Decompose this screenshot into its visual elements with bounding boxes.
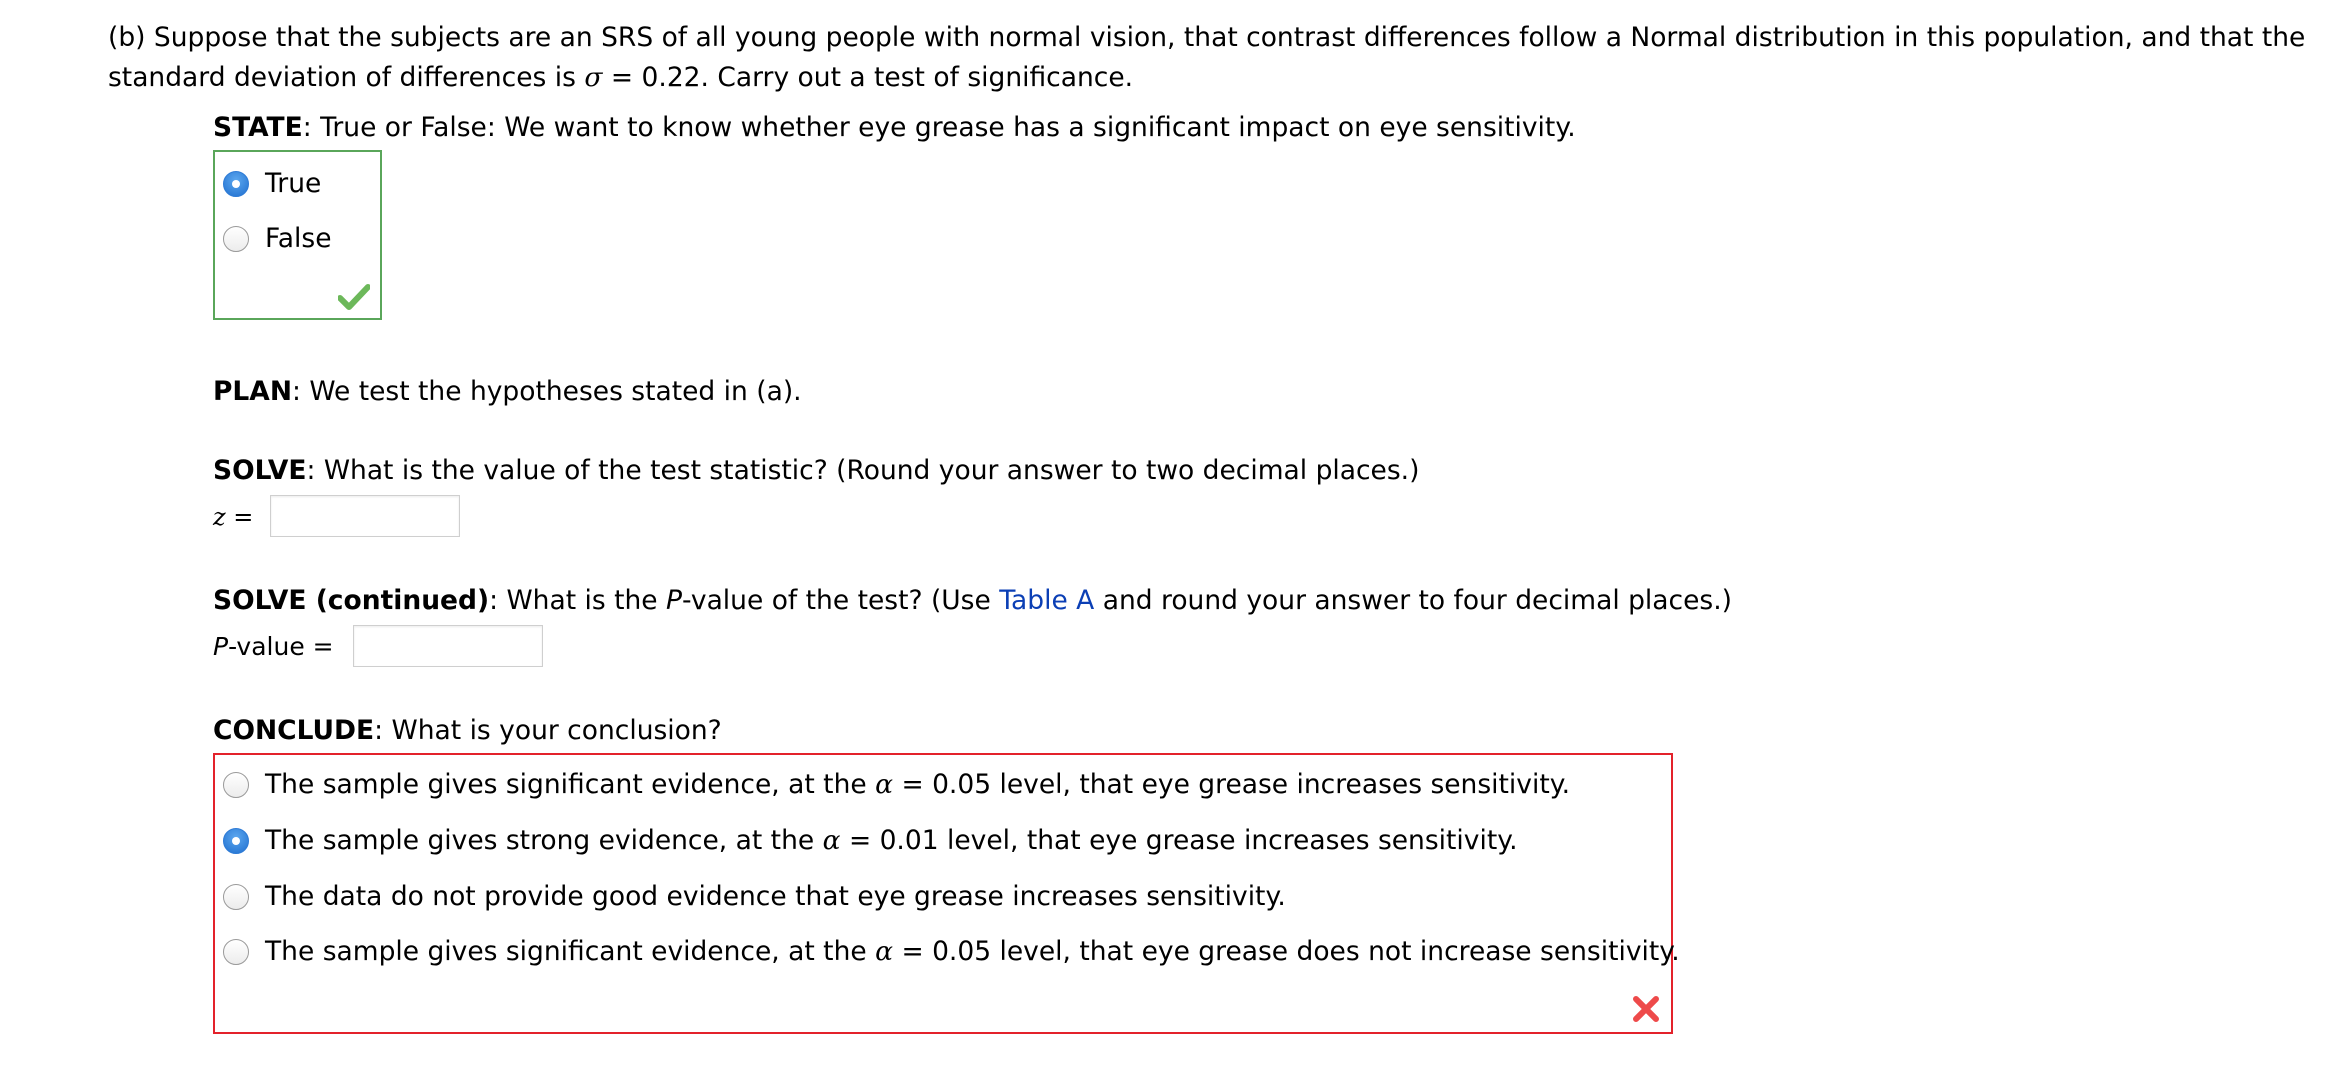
radio-selected-icon[interactable] xyxy=(223,171,249,197)
intro-line-2-pre: standard deviation of differences is xyxy=(108,62,585,93)
conclude-question xyxy=(213,715,722,746)
conclude-option-text xyxy=(265,936,1680,967)
state-label: STATE xyxy=(213,112,303,143)
state-question xyxy=(213,112,1576,143)
checkmark-icon xyxy=(338,284,370,310)
conclude-option[interactable] xyxy=(223,825,1518,856)
state-option-true[interactable] xyxy=(223,168,321,199)
solve-continued-text-mid: -value of the test? (Use xyxy=(682,585,1000,616)
state-option-label: True xyxy=(265,168,322,199)
intro-line-1: (b) Suppose that the subjects are an SRS of all young people with normal vision, that contrast differences follow a Normal distribution in this population, and that the xyxy=(108,22,2306,53)
intro-line-2-post: = 0.22. Carry out a test of significance. xyxy=(602,62,1134,93)
conclude-option-text xyxy=(265,769,1570,800)
solve-label: SOLVE xyxy=(213,455,307,486)
alpha-symbol: α xyxy=(875,936,894,967)
radio-unselected-icon[interactable] xyxy=(223,939,249,965)
test-statistic-input[interactable] xyxy=(270,495,460,537)
option-text-pre: The data do not provide good evidence that eye grease increases sensitivity. xyxy=(265,881,1286,912)
intro-line-2 xyxy=(108,58,2305,98)
option-text-pre: The sample gives significant evidence, at the xyxy=(265,769,876,800)
plan-label: PLAN xyxy=(213,376,292,407)
solve-continued-label: SOLVE (continued) xyxy=(213,585,490,616)
solve-question-text: : What is the value of the test statistic? (Round your answer to two decimal places.) xyxy=(306,455,1420,486)
state-question-text: : True or False: We want to know whether eye grease has a significant impact on eye sensitivity. xyxy=(302,112,1576,143)
option-text-post: = 0.01 level, that eye grease increases sensitivity. xyxy=(840,825,1518,856)
option-text-post: = 0.05 level, that eye grease increases sensitivity. xyxy=(893,769,1571,800)
state-option-label: False xyxy=(265,223,332,254)
radio-selected-icon[interactable] xyxy=(223,828,249,854)
alpha-symbol: α xyxy=(875,769,894,800)
p-value-label-rest: -value = xyxy=(228,632,334,661)
table-a-link[interactable]: Table A xyxy=(999,585,1095,616)
option-text-pre: The sample gives strong evidence, at the xyxy=(265,825,823,856)
p-value-variable: P xyxy=(213,632,229,661)
radio-unselected-icon[interactable] xyxy=(223,884,249,910)
option-text-pre: The sample gives significant evidence, at the xyxy=(265,936,876,967)
alpha-symbol: α xyxy=(822,825,841,856)
z-equals: = xyxy=(225,503,254,531)
conclude-option[interactable] xyxy=(223,936,1680,967)
question-intro xyxy=(108,18,2305,98)
conclude-option[interactable] xyxy=(223,881,1286,912)
p-value-input-label xyxy=(213,632,334,661)
state-answer-box xyxy=(213,150,382,320)
conclude-question-text: : What is your conclusion? xyxy=(374,715,722,746)
p-variable: P xyxy=(666,585,683,616)
solve-question xyxy=(213,455,1419,486)
conclude-option-text xyxy=(265,825,1518,856)
p-value-input[interactable] xyxy=(353,625,543,667)
plan-statement xyxy=(213,376,802,407)
solve-continued-text-pre: : What is the xyxy=(489,585,667,616)
solve-continued-text-post: and round your answer to four decimal places.) xyxy=(1094,585,1732,616)
radio-unselected-icon[interactable] xyxy=(223,226,249,252)
conclude-option-text xyxy=(265,881,1286,912)
x-mark-icon xyxy=(1631,994,1661,1024)
sigma-symbol: σ xyxy=(584,62,603,93)
z-input-label xyxy=(213,503,253,531)
state-option-false[interactable] xyxy=(223,223,332,254)
conclude-answer-box xyxy=(213,753,1680,1034)
solve-continued-question xyxy=(213,585,1732,616)
conclude-label: CONCLUDE xyxy=(213,715,375,746)
z-variable: z xyxy=(213,503,226,531)
plan-text: : We test the hypotheses stated in (a). xyxy=(292,376,802,407)
conclude-option[interactable] xyxy=(223,769,1570,800)
radio-unselected-icon[interactable] xyxy=(223,772,249,798)
option-text-post: = 0.05 level, that eye grease does not increase sensitivity. xyxy=(893,936,1680,967)
